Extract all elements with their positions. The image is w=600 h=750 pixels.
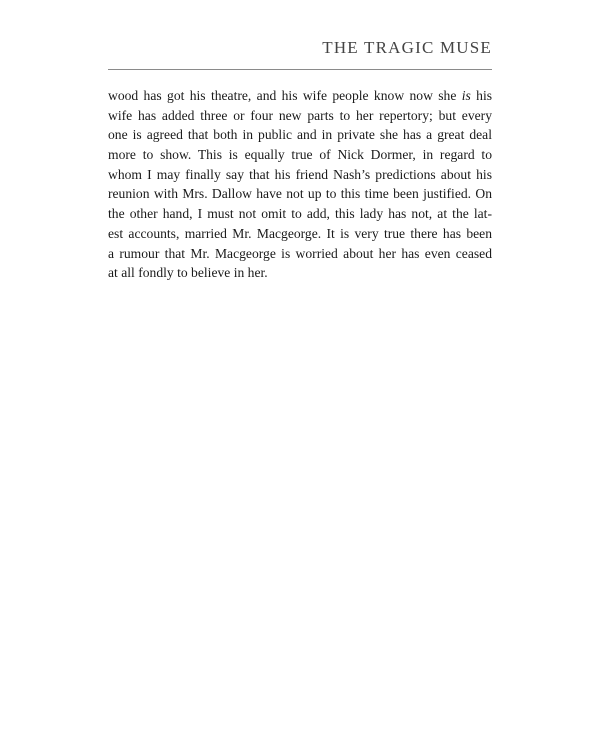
text-line: est accounts, married Mr. Macgeorge. It is very true there has been [108, 225, 492, 241]
text-line: more to show. This is equally true of Nick Dormer, in regard to [108, 147, 492, 163]
running-head-title: THE TRAGIC MUSE [322, 38, 492, 57]
text-line-last: at all fondly to believe in her. [108, 265, 268, 281]
text-line: reunion with Mrs. Dallow have not up to this time been justified. On [108, 186, 492, 202]
text-line [108, 86, 492, 106]
text-line: the other hand, I must not omit to add, this lady has not, at the lat- [108, 206, 492, 222]
text-line-segment: his [470, 88, 493, 103]
header-rule [108, 69, 492, 70]
text-line: whom I may finally say that his friend Nash’s predictions about his [108, 166, 492, 182]
text-line: wife has added three or four new parts to her repertory; but every [108, 107, 492, 123]
emphasis-word: is [461, 88, 471, 103]
text-line: one is agreed that both in public and in private she has a great deal [108, 127, 492, 143]
body-text [108, 86, 492, 283]
text-line: a rumour that Mr. Macgeorge is worried about her has even ceased [108, 245, 492, 261]
text-line-segment: wood has got his theatre, and his wife people know now she [108, 88, 462, 103]
